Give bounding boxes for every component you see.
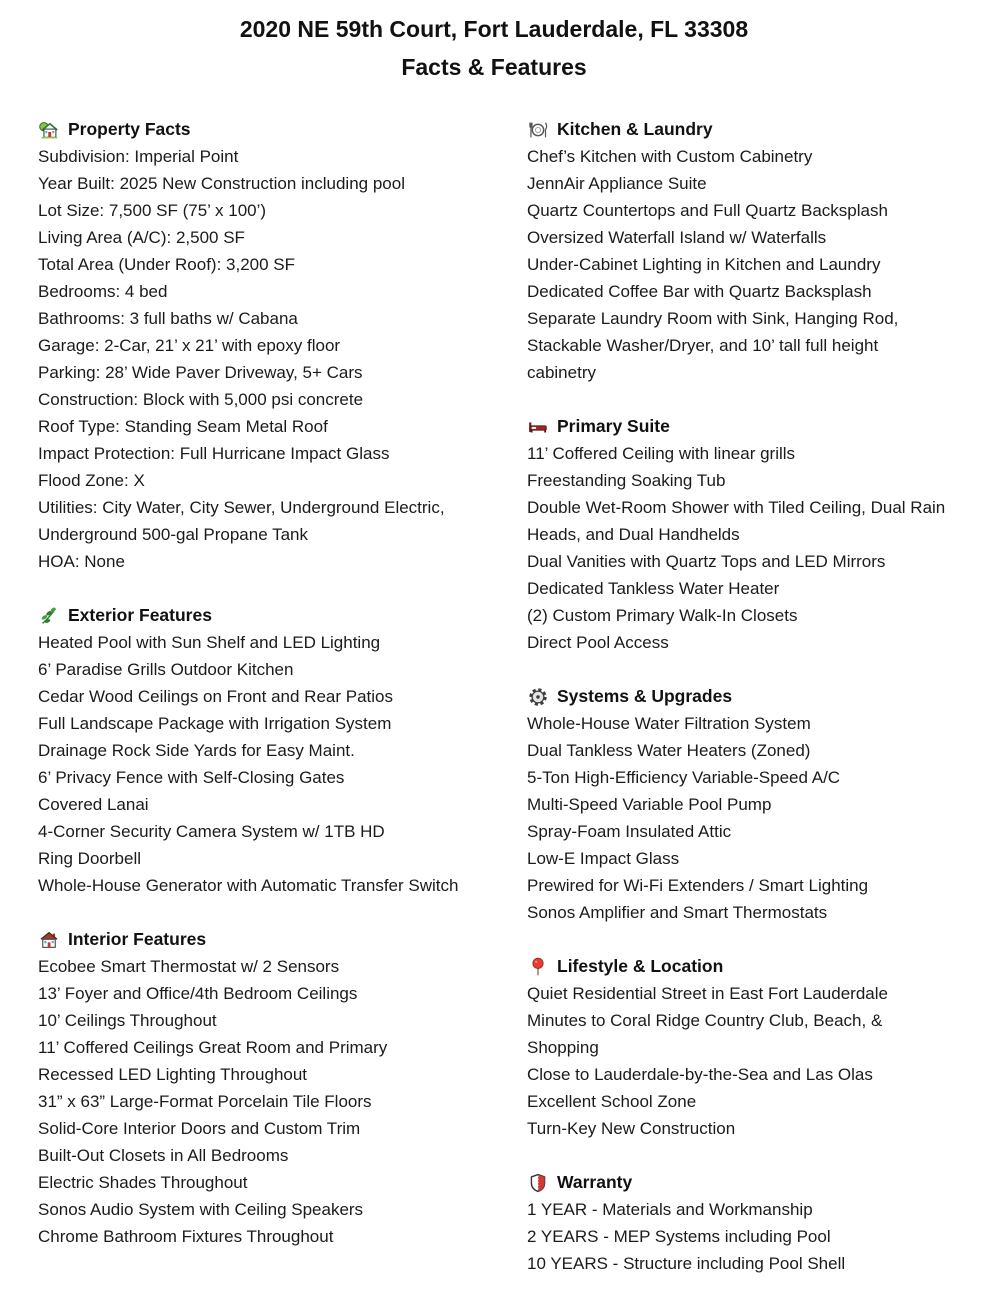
section-kitchen-laundry (527, 116, 950, 386)
house-icon (38, 929, 60, 951)
feature-list (527, 710, 950, 926)
section-title: Warranty (557, 1172, 633, 1192)
fork-knife-plate-icon (527, 119, 549, 141)
feature-item: Oversized Waterfall Island w/ Waterfalls (527, 228, 827, 247)
section-header (527, 116, 950, 143)
feature-item: Flood Zone: X (38, 471, 145, 490)
section-interior-features (38, 926, 474, 1250)
feature-item: Ring Doorbell (38, 849, 141, 868)
section-header (38, 116, 474, 143)
feature-item: Garage: 2-Car, 21’ x 21’ with epoxy floor (38, 336, 341, 355)
feature-item: Chef’s Kitchen with Custom Cabinetry (527, 147, 813, 166)
feature-item: Whole-House Water Filtration System (527, 714, 811, 733)
feature-item: Separate Laundry Room with Sink, Hanging Rod, Stackable Washer/Dryer, and 10’ tall full height cabinetry (527, 309, 899, 382)
feature-item: Covered Lanai (38, 795, 149, 814)
feature-item: Living Area (A/C): 2,500 SF (38, 228, 245, 247)
feature-list (38, 953, 474, 1250)
feature-item: Bathrooms: 3 full baths w/ Cabana (38, 309, 298, 328)
feature-item: Low-E Impact Glass (527, 849, 680, 868)
feature-item: Heated Pool with Sun Shelf and LED Lighting (38, 633, 381, 652)
feature-item: 10 YEARS - Structure including Pool Shell (527, 1254, 846, 1273)
section-lifestyle-location (527, 953, 950, 1142)
section-header (38, 602, 474, 629)
feature-item: Parking: 28’ Wide Paver Driveway, 5+ Cars (38, 363, 363, 382)
feature-item: Construction: Block with 5,000 psi concrete (38, 390, 364, 409)
shield-icon (527, 1172, 549, 1194)
feature-item: Full Landscape Package with Irrigation System (38, 714, 392, 733)
section-title: Systems & Upgrades (557, 686, 733, 706)
feature-item: Double Wet-Room Shower with Tiled Ceiling, Dual Rain Heads, and Dual Handhelds (527, 498, 946, 544)
document-header (0, 0, 988, 86)
feature-item: Impact Protection: Full Hurricane Impact Glass (38, 444, 390, 463)
section-title: Exterior Features (68, 605, 212, 625)
feature-item: Built-Out Closets in All Bedrooms (38, 1146, 289, 1165)
feature-item: 4-Corner Security Camera System w/ 1TB HD (38, 822, 385, 841)
section-exterior-features (38, 602, 474, 899)
herb-icon (38, 605, 60, 627)
feature-list (527, 143, 950, 386)
section-header (527, 1169, 950, 1196)
feature-list (527, 1196, 950, 1277)
feature-item: Roof Type: Standing Seam Metal Roof (38, 417, 328, 436)
feature-item: Dedicated Coffee Bar with Quartz Backsplash (527, 282, 872, 301)
feature-item: Subdivision: Imperial Point (38, 147, 239, 166)
feature-list (527, 440, 950, 656)
section-title: Primary Suite (557, 416, 670, 436)
feature-item: 11’ Coffered Ceiling with linear grills (527, 444, 796, 463)
round-pushpin-icon (527, 956, 549, 978)
section-title: Kitchen & Laundry (557, 119, 713, 139)
section-primary-suite (527, 413, 950, 656)
feature-item: 6’ Paradise Grills Outdoor Kitchen (38, 660, 294, 679)
feature-item: Bedrooms: 4 bed (38, 282, 168, 301)
right-column (527, 116, 950, 1277)
feature-item: 6’ Privacy Fence with Self-Closing Gates (38, 768, 345, 787)
section-header (527, 413, 950, 440)
property-address-title: 2020 NE 59th Court, Fort Lauderdale, FL 33308 (239, 16, 749, 42)
section-title: Interior Features (68, 929, 207, 949)
section-title: Lifestyle & Location (557, 956, 724, 976)
feature-item: Quiet Residential Street in East Fort Lauderdale (527, 984, 888, 1003)
feature-item: Lot Size: 7,500 SF (75’ x 100’) (38, 201, 267, 220)
feature-item: Solid-Core Interior Doors and Custom Trim (38, 1119, 361, 1138)
feature-item: Sonos Amplifier and Smart Thermostats (527, 903, 828, 922)
feature-item: 31” x 63” Large-Format Porcelain Tile Floors (38, 1092, 372, 1111)
section-title: Property Facts (68, 119, 191, 139)
feature-item: Drainage Rock Side Yards for Easy Maint. (38, 741, 355, 760)
two-column-body (0, 116, 988, 1277)
feature-item: Quartz Countertops and Full Quartz Backsplash (527, 201, 888, 220)
feature-item: Spray-Foam Insulated Attic (527, 822, 732, 841)
section-property-facts (38, 116, 474, 575)
section-header (527, 683, 950, 710)
feature-item: Utilities: City Water, City Sewer, Underground Electric, Underground 500-gal Propane Tank (38, 498, 445, 544)
feature-item: Sonos Audio System with Ceiling Speakers (38, 1200, 364, 1219)
feature-item: 13’ Foyer and Office/4th Bedroom Ceilings (38, 984, 358, 1003)
feature-item: Excellent School Zone (527, 1092, 697, 1111)
section-systems-upgrades (527, 683, 950, 926)
feature-item: Whole-House Generator with Automatic Transfer Switch (38, 876, 459, 895)
feature-list (38, 143, 474, 575)
feature-item: 11’ Coffered Ceilings Great Room and Primary (38, 1038, 388, 1057)
feature-item: 5-Ton High-Efficiency Variable-Speed A/C (527, 768, 841, 787)
feature-item: 1 YEAR - Materials and Workmanship (527, 1200, 813, 1219)
feature-item: Dual Tankless Water Heaters (Zoned) (527, 741, 811, 760)
feature-item: (2) Custom Primary Walk-In Closets (527, 606, 798, 625)
section-warranty (527, 1169, 950, 1277)
feature-item: Dedicated Tankless Water Heater (527, 579, 780, 598)
feature-item: Year Built: 2025 New Construction including pool (38, 174, 405, 193)
feature-item: Under-Cabinet Lighting in Kitchen and Laundry (527, 255, 881, 274)
house-with-garden-icon (38, 119, 60, 141)
feature-item: Ecobee Smart Thermostat w/ 2 Sensors (38, 957, 340, 976)
feature-item: Multi-Speed Variable Pool Pump (527, 795, 772, 814)
feature-list (38, 629, 474, 899)
feature-item: Turn-Key New Construction (527, 1119, 736, 1138)
feature-item: Chrome Bathroom Fixtures Throughout (38, 1227, 334, 1246)
feature-item: 10’ Ceilings Throughout (38, 1011, 217, 1030)
feature-item: Electric Shades Throughout (38, 1173, 248, 1192)
feature-item: Cedar Wood Ceilings on Front and Rear Patios (38, 687, 393, 706)
section-header (38, 926, 474, 953)
feature-list (527, 980, 950, 1142)
feature-item: JennAir Appliance Suite (527, 174, 707, 193)
left-column (38, 116, 474, 1277)
document-subtitle: Facts & Features (401, 54, 587, 80)
feature-item: Recessed LED Lighting Throughout (38, 1065, 308, 1084)
gear-icon (527, 686, 549, 708)
feature-item: Minutes to Coral Ridge Country Club, Beach, & Shopping (527, 1011, 883, 1057)
feature-item: 2 YEARS - MEP Systems including Pool (527, 1227, 831, 1246)
feature-item: Dual Vanities with Quartz Tops and LED Mirrors (527, 552, 886, 571)
feature-item: Total Area (Under Roof): 3,200 SF (38, 255, 296, 274)
feature-item: Direct Pool Access (527, 633, 669, 652)
bed-icon (527, 416, 549, 438)
feature-item: Freestanding Soaking Tub (527, 471, 726, 490)
feature-item: HOA: None (38, 552, 125, 571)
feature-item: Close to Lauderdale-by-the-Sea and Las Olas (527, 1065, 873, 1084)
feature-item: Prewired for Wi-Fi Extenders / Smart Lighting (527, 876, 869, 895)
section-header (527, 953, 950, 980)
